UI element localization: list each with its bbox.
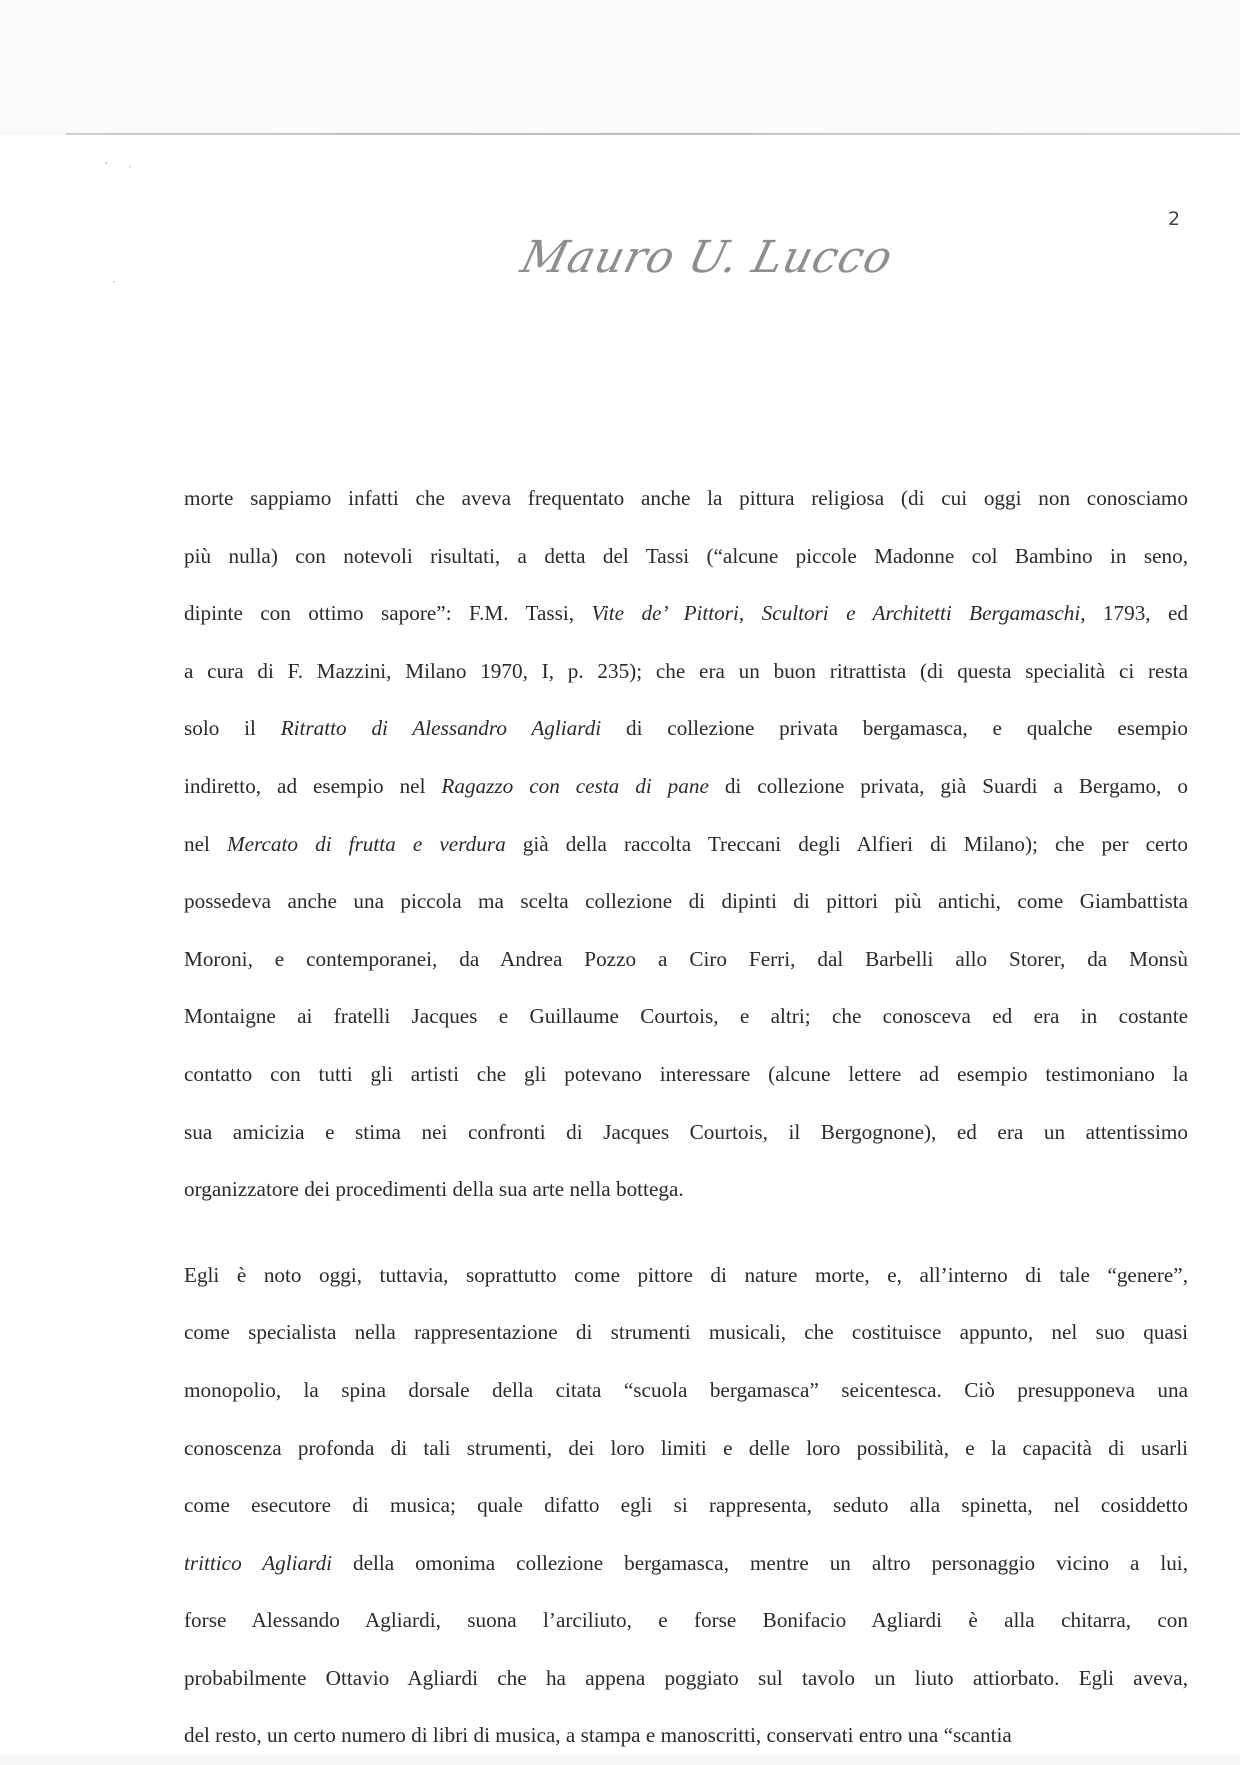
text-segment: Montaigne ai fratelli Jacques e Guillaume Courtois, e altri; che conosceva ed era in costante — [184, 1004, 1188, 1029]
text-segment: nel — [184, 831, 227, 856]
text-line — [184, 1592, 1188, 1650]
text-line — [184, 988, 1188, 1046]
text-line — [184, 1707, 1188, 1765]
text-line — [184, 470, 1188, 528]
text-line — [184, 1104, 1188, 1162]
text-segment: come esecutore di musica; quale difatto egli si rappresenta, seduto alla spinetta, nel cosiddetto — [184, 1493, 1188, 1518]
text-line — [184, 1650, 1188, 1708]
text-segment: organizzatore dei procedimenti della sua arte nella bottega. — [184, 1177, 684, 1202]
text-segment: contatto con tutti gli artisti che gli potevano interessare (alcune lettere ad esempio testimoniano la — [184, 1061, 1188, 1086]
text-line — [184, 700, 1188, 758]
text-line — [184, 643, 1188, 701]
text-line — [184, 1247, 1188, 1305]
text-segment: possedeva anche una piccola ma scelta collezione di dipinti di pittori più antichi, come Giambattista — [184, 889, 1188, 914]
text-segment: probabilmente Ottavio Agliardi che ha appena poggiato sul tavolo un liuto attiorbato. Egli aveva, — [184, 1665, 1188, 1690]
text-segment: Egli è noto oggi, tuttavia, soprattutto come pittore di nature morte, e, all’interno di tale “genere”, — [184, 1262, 1188, 1287]
text-segment: monopolio, la spina dorsale della citata “scuola bergamasca” seicentesca. Ciò presupponeva una — [184, 1377, 1188, 1402]
paragraph — [184, 470, 1188, 1219]
scan-speck: · — [104, 156, 109, 172]
text-segment: già della raccolta Treccani degli Alfieri di Milano); che per certo — [505, 831, 1188, 856]
scan-speck: · — [112, 275, 116, 289]
text-segment: solo il — [184, 716, 281, 741]
text-line — [184, 1420, 1188, 1478]
text-line — [184, 528, 1188, 586]
text-line — [184, 816, 1188, 874]
text-segment: come specialista nella rappresentazione di strumenti musicali, che costituisce appunto, nel suo quasi — [184, 1320, 1188, 1345]
paragraph — [184, 1247, 1188, 1765]
letterhead-text: Mauro U. Lucco — [516, 232, 899, 283]
text-segment: forse Alessando Agliardi, suona l’arciliuto, e forse Bonifacio Agliardi è alla chitarra, con — [184, 1608, 1188, 1633]
text-line — [184, 873, 1188, 931]
text-segment: più nulla) con notevoli risultati, a detta del Tassi (“alcune piccole Madonne col Bambino in seno, — [184, 543, 1188, 568]
letterhead-signature — [511, 232, 899, 302]
text-line — [184, 758, 1188, 816]
text-line — [184, 1304, 1188, 1362]
text-line — [184, 1362, 1188, 1420]
text-segment: della omonima collezione bergamasca, mentre un altro personaggio vicino a lui, — [332, 1550, 1188, 1575]
text-line — [184, 585, 1188, 643]
text-segment: Moroni, e contemporanei, da Andrea Pozzo a Ciro Ferri, dal Barbelli allo Storer, da Monsù — [184, 946, 1188, 971]
text-segment: conoscenza profonda di tali strumenti, dei loro limiti e delle loro possibilità, e la capacità di usarli — [184, 1435, 1188, 1460]
text-segment: sua amicizia e stima nei confronti di Jacques Courtois, il Bergognone), ed era un attentissimo — [184, 1119, 1188, 1144]
text-segment: dipinte con ottimo sapore”: F.M. Tassi, — [184, 601, 592, 626]
text-segment: indiretto, ad esempio nel — [184, 773, 442, 798]
text-line — [184, 931, 1188, 989]
body-text — [184, 470, 1188, 1765]
text-segment: 1793, ed — [1085, 601, 1188, 626]
text-line — [184, 1161, 1188, 1219]
page-number: 2 — [1168, 208, 1181, 230]
text-segment: di collezione privata, già Suardi a Bergamo, o — [708, 773, 1188, 798]
text-segment: del resto, un certo numero di libri di musica, a stampa e manoscritti, conservati entro una “scantia — [184, 1723, 1012, 1748]
italic-title: Ritratto di Alessandro Agliardi — [280, 716, 602, 741]
italic-title: Ragazzo con cesta di pane — [441, 773, 709, 798]
scan-speck: · — [128, 160, 132, 174]
italic-title: trittico Agliardi — [184, 1550, 333, 1575]
scan-background — [0, 0, 1240, 132]
text-segment: di collezione privata bergamasca, e qualche esempio — [601, 716, 1189, 741]
text-line — [184, 1477, 1188, 1535]
italic-title: Vite de’ Pittori, Scultori e Architetti Bergamaschi, — [591, 601, 1086, 626]
text-segment: a cura di F. Mazzini, Milano 1970, I, p. 235); che era un buon ritrattista (di questa specialità ci resta — [184, 658, 1188, 683]
italic-title: Mercato di frutta e verdura — [227, 831, 506, 856]
text-line — [184, 1046, 1188, 1104]
text-line — [184, 1535, 1188, 1593]
text-segment: morte sappiamo infatti che aveva frequentato anche la pittura religiosa (di cui oggi non conosciamo — [184, 486, 1188, 510]
